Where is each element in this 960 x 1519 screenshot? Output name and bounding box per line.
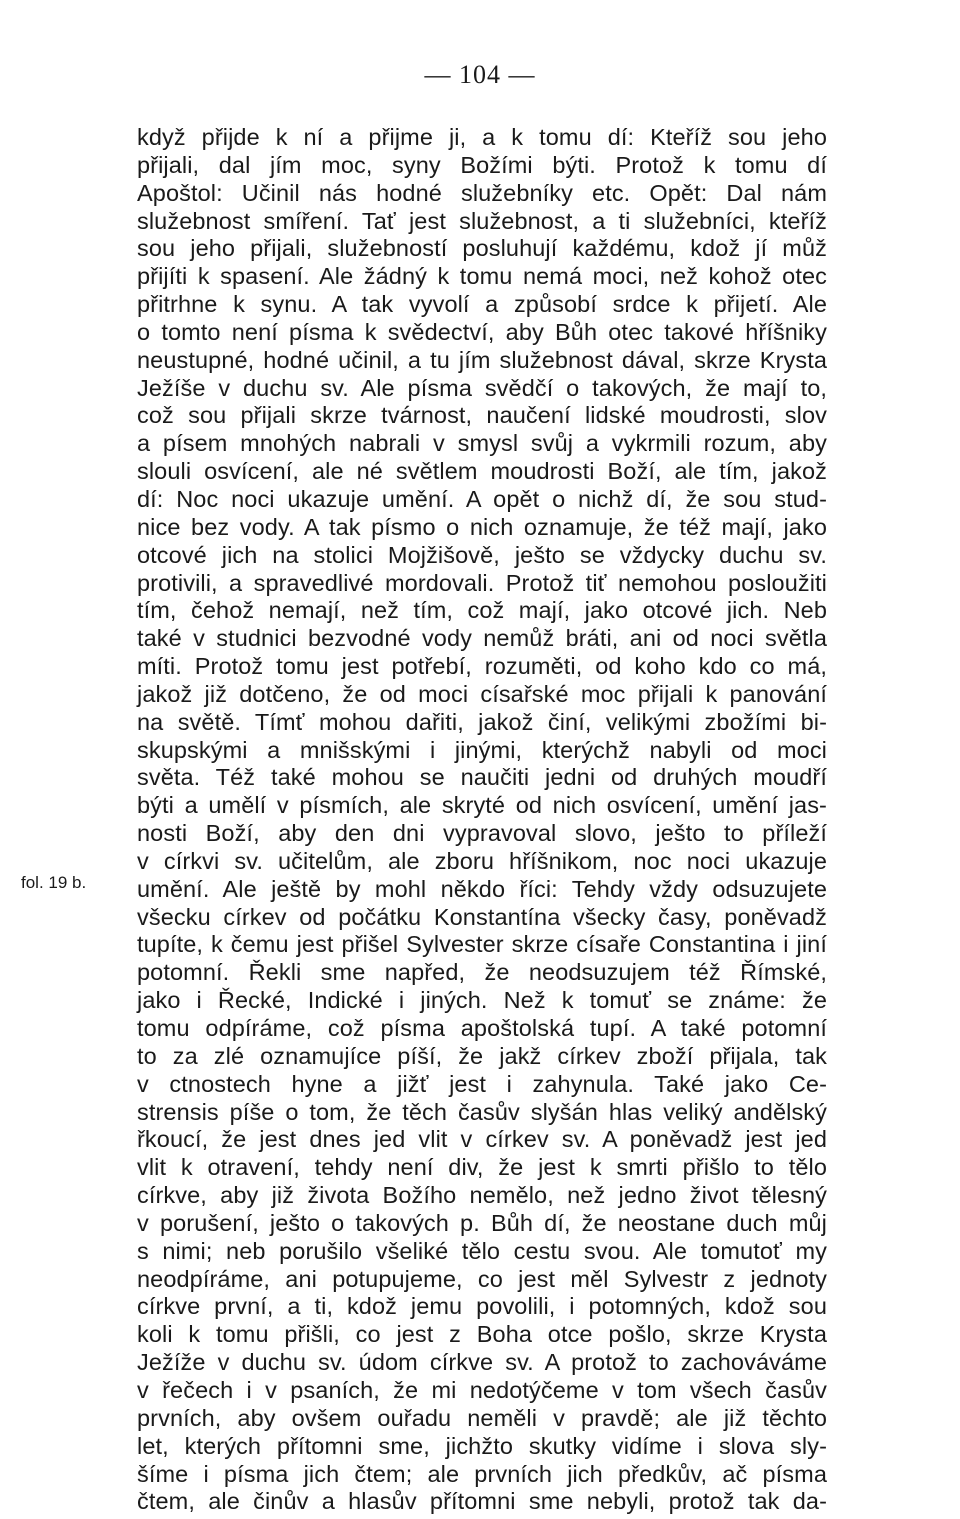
text-line: přijali, dal jím moc, syny Božími býti. Protož k tomu dí [137,151,827,178]
text-line: a písem mnohých nabrali v smysl svůj a vykrmili rozum, aby [137,430,827,457]
text-line: otcové jich na stolici Mojžišově, ješto se vždycky duchu sv. [137,541,827,568]
text-line: tím, čehož nemají, než tím, což mají, jako otcové jich. Neb [137,597,827,624]
margin-note-folio: fol. 19 b. [21,873,87,892]
text-line: slouli osvícení, ale né světlem moudrosti Boží, ale tím, jakož [137,458,827,485]
text-line: nice bez vody. A tak písmo o nich oznamuje, že též mají, jako [137,513,827,540]
text-line: nosti Boží, aby den dni vypravoval slovo, ješto to příleží [137,820,827,847]
text-line: když přijde k ní a přijme ji, a k tomu dí: Kteříž sou jeho [137,124,827,150]
text-line: býti a umělí v písmích, ale skryté od nich osvícení, umění jas- [137,792,827,819]
text-line: prvních, aby ovšem ouřadu neměli v pravdě; ale již těchto [137,1404,827,1431]
text-line: umění. Ale ještě by mohl někdo říci: Tehdy vždy odsuzujete [137,875,827,902]
text-line: v ctnostech hyne a jižť jest i zahynula. Také jako Ce- [137,1070,827,1097]
text-line: služebnost smíření. Tať jest služebnost, a ti služebníci, kteříž [137,207,827,234]
text-line: Apoštol: Učinil nás hodné služebníky etc. Opět: Dal nám [137,179,827,206]
text-line: což sou přijali skrze tvárnost, naučení lidské moudrosti, slov [137,402,827,429]
text-line: o tomto není písma k svědectví, aby Bůh otec takové hříšniky [137,318,827,345]
text-line: s nimi; neb porušilo všeliké tělo cestu svou. Ale tomutoť my [137,1237,827,1264]
text-line: neodpíráme, ani potupujeme, co jest měl Sylvestr z jednoty [137,1265,827,1292]
text-line: dí: Noc noci ukazuje umění. A opět o nichž dí, že sou stud- [137,485,827,512]
text-line: řkoucí, že jest dnes jed vlit v církev sv. A poněvadž jest jed [137,1126,827,1153]
text-line: Ježíže v duchu sv. údom církve sv. A protož to zachováváme [137,1349,827,1376]
body-text [137,124,827,1516]
text-line: protivili, a spravedlivé mordovali. Protož tiť nemohou posloužiti [137,569,827,596]
text-line: na světě. Tímť mohou dařiti, jakož činí, velikými zbožími bi- [137,708,827,735]
text-line: koli k tomu přišli, co jest z Boha otce pošlo, skrze Krysta [137,1321,827,1348]
text-line: Ježíše v duchu sv. Ale písma svědčí o takových, že mají to, [137,374,827,401]
text-line: také v studnici bezvodné vody nemůž bráti, ani od noci světla [137,625,827,652]
text-line: v porušení, ješto o takových p. Bůh dí, že neostane duch můj [137,1209,827,1236]
text-line: skupskými a mnišskými i jinými, kterýchž nabyli od moci [137,736,827,763]
text-line: potomní. Řekli sme napřed, že neodsuzujem též Římské, [137,959,827,986]
text-line: jako i Řecké, Indické i jiných. Než k tomuť se známe: že [137,987,827,1014]
text-line: strensis píše o tom, že těch časův slyšán hlas veliký andělský [137,1098,827,1125]
page-number: — 104 — [424,60,536,89]
text-line: šíme i písma jich čtem; ale prvních jich předkův, ač písma [137,1460,827,1487]
text-line: vlit k otravení, tehdy není div, že jest k smrti přišlo to tělo [137,1154,827,1181]
text-line: přitrhne k synu. A tak vyvolí a způsobí srdce k přijetí. Ale [137,291,827,318]
text-line: přijíti k spasení. Ale žádný k tomu nemá moci, než kohož otec [137,263,827,290]
text-line: církve první, a ti, kdož jemu povolili, i potomných, kdož sou [137,1293,827,1320]
text-line: tomu odpíráme, což písma apoštolská tupí. A také potomní [137,1015,827,1041]
text-line: tupíte, k čemu jest přišel Sylvester skrze císaře Constantina i jiní [137,931,827,958]
text-line: církve, aby již života Božího nemělo, než jedno život tělesný [137,1182,827,1209]
text-line: to za zlé oznamujíce píší, že jakž církev zboží přijala, tak [137,1042,827,1069]
text-line: jakož již dotčeno, že od moci císařské moc přijali k panování [137,680,827,707]
text-line: světa. Též také mohou se naučiti jedni od druhých moudří [137,764,827,791]
text-line: sou jeho přijali, služebností posluhují každému, kdož jí můž [137,235,827,262]
text-line: let, kterých přítomni sme, jichžto skutky vidíme i slova sly- [137,1432,827,1459]
text-line: neustupné, hodné učinil, a tu jím služebnost dával, skrze Krysta [137,346,827,373]
text-line: všecku církev od počátku Konstantína všecky časy, poněvadž [137,903,827,930]
text-line: míti. Protož tomu jest potřebí, rozuměti, od koho kdo co má, [137,653,827,680]
text-line: v řečech i v psaních, že mi nedotýčeme v tom všech časův [137,1376,827,1403]
text-line: v církvi sv. učitelům, ale zboru hříšnikom, noc noci ukazuje [137,847,827,874]
text-line: čtem, ale činův a hlasův přítomni sme nebyli, protož tak da- [137,1488,827,1515]
